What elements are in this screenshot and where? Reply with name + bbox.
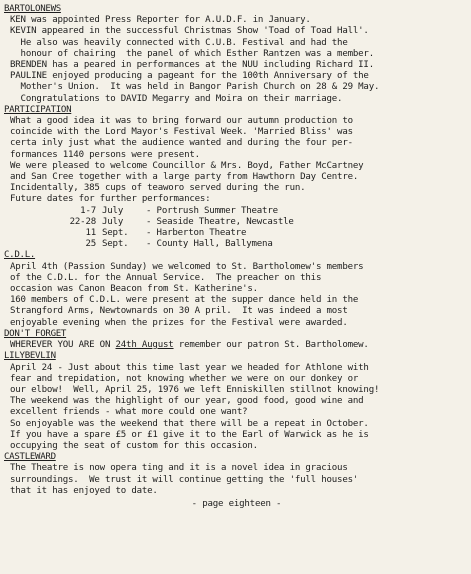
performance-date-row [52,217,463,228]
date-venue: - Portrush Summer Theatre [146,205,278,216]
text-line: fear and trepidation, not knowing whether we were on our donkey or [10,373,359,384]
text-line: and San Cree together with a large party from Hawthorn Day Centre. [10,172,359,183]
text-line: Mother's Union. It was held in Bangor Parish Church on 28 & 29 May. [10,82,380,93]
date-days: 11 [85,228,96,239]
date-venue: - Seaside Theatre, Newcastle [146,216,294,227]
page-number-footer: - page eighteen - [191,498,282,509]
performance-dates-list [10,206,463,251]
date-venue: - Harberton Theatre [146,228,247,239]
text-fragment: remember our patron St. Bartholomew. [173,340,369,351]
text-line: What a good idea it was to bring forward our autumn production to [10,116,353,127]
text-line: PAULINE enjoyed producing a pageant for the 100th Anniversary of the [10,71,369,82]
text-line: occasion was Canon Beacon from St. Katherine's. [10,284,258,295]
date-month: Sept. [102,228,129,239]
date-days: 25 [85,239,96,250]
section-castleward [4,452,463,497]
section-heading: DON'T FORGET [4,328,67,339]
text-line: of the C.D.L. for the Annual Service. The preacher on this [10,272,322,283]
text-line: The weekend was the highlight of our year, good food, good wine and [10,396,364,407]
section-heading: BARTOLONEWS [4,4,61,14]
date-month: July [102,205,124,216]
text-line: He also was heavily connected with C.U.B. Festival and had the [10,37,348,48]
text-line: April 4th (Passion Sunday) we welcomed to St. Bartholomew's members [10,261,364,272]
section-cdl [4,250,463,328]
date-venue: - County Hall, Ballymena [146,239,273,250]
section-lilybevlin [4,351,463,452]
underlined-date: 24th August [115,340,174,351]
text-line: 160 members of C.D.L. were present at the supper dance held in the [10,295,359,306]
text-line: excellent friends - what more could one want? [10,407,248,418]
text-line: BRENDEN has a peared in performances at the NUU including Richard II. [10,60,374,71]
text-line: Congratulations to DAVID Megarry and Moira on their marriage. [10,93,343,104]
section-heading: PARTICIPATION [4,104,72,115]
text-line: occupying the seat of custom for this occasion. [10,440,258,451]
text-line: KEN was appointed Press Reporter for A.U.D.F. in January. [10,15,311,26]
text-line: surroundings. We trust it will continue getting the 'full houses' [10,474,359,485]
text-line: our elbow! Well, April 25, 1976 we left Enniskillen stillnot knowing! [10,384,380,395]
date-month: July [102,216,124,227]
section-participation [4,104,463,251]
text-line: Strangford Arms, Newtownards on 30 A pril. It was indeed a most [10,306,348,317]
text-line: KEVIN appeared in the successful Christmas Show 'Toad of Toad Hall'. [10,26,369,37]
text-line [10,340,463,351]
text-line: honour of chairing the panel of which Esther Rantzen was a member. [10,48,374,59]
text-line: The Theatre is now opera ting and it is a novel idea in gracious [10,463,348,474]
performance-date-row [52,239,463,250]
section-heading: LILYBEVLIN [4,351,56,362]
text-line: Future dates for further performances: [10,194,211,205]
section-heading: C.D.L. [4,250,36,261]
text-line: If you have a spare £5 or £1 give it to the Earl of Warwick as he is [10,429,369,440]
date-month: Sept. [102,239,129,250]
section-dont-forget [4,328,463,351]
text-line: certa inly just what the audience wanted and during the four per- [10,138,353,149]
text-line: enjoyable evening when the prizes for the Festival were awarded. [10,317,348,328]
date-days: 22-28 [69,216,96,227]
performance-date-row [52,228,463,239]
text-line: We were pleased to welcome Councillor & Mrs. Boyd, Father McCartney [10,160,364,171]
performance-date-row [52,206,463,217]
section-bartolonews [4,4,463,105]
date-days: 1-7 [80,205,96,216]
text-line: Incidentally, 385 cups of teaworo served during the run. [10,183,306,194]
text-line: formances 1140 persons were present. [10,149,200,160]
text-line: that it has enjoyed to date. [10,485,158,496]
text-line: So enjoyable was the weekend that there will be a repeat in October. [10,418,369,429]
section-heading: CASTLEWARD [4,452,56,463]
text-line: April 24 - Just about this time last year we headed for Athlone with [10,362,369,373]
text-fragment: WHEREVER YOU ARE ON [10,340,116,351]
text-line: coincide with the Lord Mayor's Festival Week. 'Married Bliss' was [10,127,353,138]
